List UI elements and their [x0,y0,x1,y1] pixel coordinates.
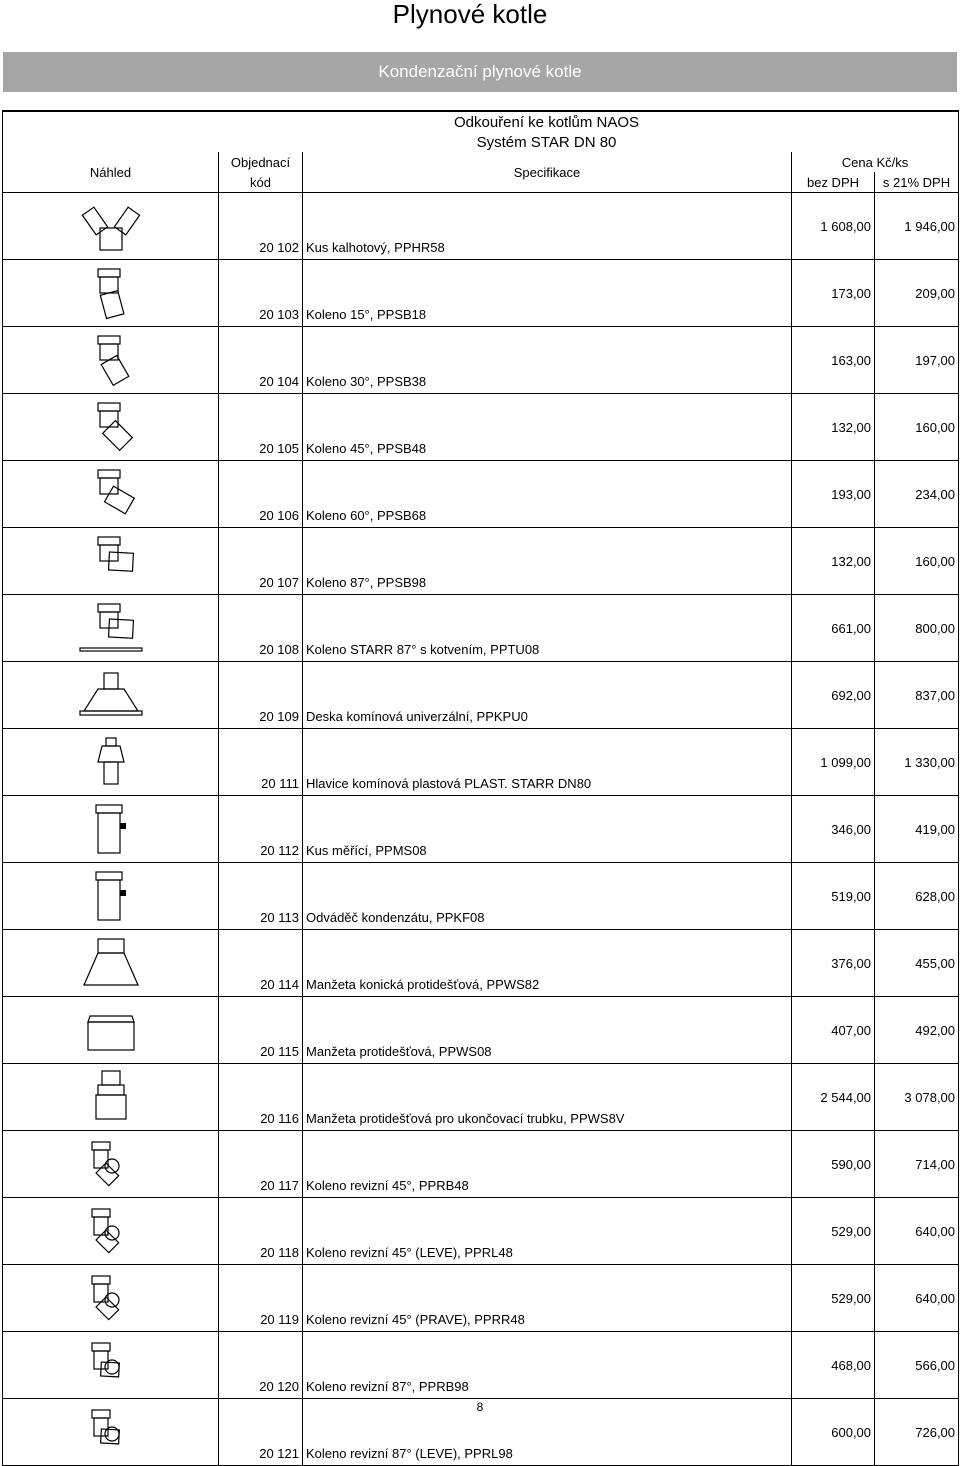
price-excl-vat: 193,00 [792,461,875,528]
preview-cell [3,528,219,595]
price-incl-vat: 419,00 [875,796,959,863]
inspection-elbow-45-right-icon [75,1270,147,1326]
preview-cell [3,595,219,662]
rain-collar-icon [75,1002,147,1058]
header-code-2: kód [219,172,303,193]
elbow-15-icon [75,265,147,321]
specification: Manžeta protidešťová pro ukončovací trubku, PPWS8V [303,1064,792,1131]
price-incl-vat: 1 330,00 [875,729,959,796]
table-row [3,394,959,461]
preview-cell [3,461,219,528]
preview-cell [3,1064,219,1131]
table-row [3,1198,959,1265]
specification: Koleno 30°, PPSB38 [303,327,792,394]
y-branch-icon [75,198,147,254]
elbow-30-icon [75,332,147,388]
price-incl-vat: 640,00 [875,1198,959,1265]
specification: Koleno 45°, PPSB48 [303,394,792,461]
price-excl-vat: 468,00 [792,1332,875,1399]
price-incl-vat: 566,00 [875,1332,959,1399]
table-row [3,729,959,796]
order-code: 20 113 [219,863,303,930]
preview-cell [3,1131,219,1198]
price-excl-vat: 1 099,00 [792,729,875,796]
table-row [3,1265,959,1332]
specification: Odváděč kondenzátu, PPKF08 [303,863,792,930]
price-excl-vat: 2 544,00 [792,1064,875,1131]
price-incl-vat: 1 946,00 [875,193,959,260]
inspection-elbow-87-icon [75,1337,147,1393]
preview-cell [3,327,219,394]
order-code: 20 109 [219,662,303,729]
order-code: 20 118 [219,1198,303,1265]
header-preview: Náhled [3,152,219,193]
price-excl-vat: 376,00 [792,930,875,997]
anchored-elbow-icon [75,600,147,656]
specification: Manžeta konická protidešťová, PPWS82 [303,930,792,997]
table-row [3,327,959,394]
preview-cell [3,394,219,461]
specification: Koleno revizní 87° (LEVE), PPRL98 [303,1399,792,1466]
elbow-87-icon [75,533,147,589]
price-excl-vat: 1 608,00 [792,193,875,260]
preview-cell [3,193,219,260]
preview-cell [3,863,219,930]
table-row [3,461,959,528]
specification: Koleno revizní 45° (LEVE), PPRL48 [303,1198,792,1265]
order-code: 20 111 [219,729,303,796]
specification: Koleno 15°, PPSB18 [303,260,792,327]
price-incl-vat: 628,00 [875,863,959,930]
order-code: 20 120 [219,1332,303,1399]
header-spec: Specifikace [303,152,792,193]
price-incl-vat: 197,00 [875,327,959,394]
price-incl-vat: 640,00 [875,1265,959,1332]
specification: Koleno 60°, PPSB68 [303,461,792,528]
price-excl-vat: 600,00 [792,1399,875,1466]
order-code: 20 103 [219,260,303,327]
specification: Koleno STARR 87° s kotvením, PPTU08 [303,595,792,662]
price-excl-vat: 163,00 [792,327,875,394]
table-row [3,796,959,863]
price-excl-vat: 590,00 [792,1131,875,1198]
order-code: 20 114 [219,930,303,997]
table-row [3,662,959,729]
price-excl-vat: 346,00 [792,796,875,863]
preview-cell [3,796,219,863]
order-code: 20 116 [219,1064,303,1131]
order-code: 20 112 [219,796,303,863]
header-code-1: Objednací [219,152,303,172]
inspection-elbow-45-left-icon [75,1203,147,1259]
price-incl-vat: 160,00 [875,394,959,461]
price-incl-vat: 455,00 [875,930,959,997]
price-excl-vat: 132,00 [792,528,875,595]
price-incl-vat: 160,00 [875,528,959,595]
order-code: 20 121 [219,1399,303,1466]
order-code: 20 105 [219,394,303,461]
header-price: Cena Kč/ks [792,152,959,172]
price-excl-vat: 529,00 [792,1265,875,1332]
table-row [3,930,959,997]
chimney-cap-icon [75,734,147,790]
price-incl-vat: 800,00 [875,595,959,662]
specification: Hlavice komínová plastová PLAST. STARR DN80 [303,729,792,796]
table-title-1: Odkouření ke kotlům NAOS [219,111,875,132]
order-code: 20 106 [219,461,303,528]
price-incl-vat: 209,00 [875,260,959,327]
table-row [3,997,959,1064]
price-excl-vat: 173,00 [792,260,875,327]
price-incl-vat: 3 078,00 [875,1064,959,1131]
preview-cell [3,662,219,729]
price-incl-vat: 234,00 [875,461,959,528]
preview-cell [3,1332,219,1399]
order-code: 20 108 [219,595,303,662]
conical-collar-icon [75,935,147,991]
preview-cell [3,997,219,1064]
order-code: 20 104 [219,327,303,394]
table-row [3,863,959,930]
preview-cell [3,930,219,997]
page-title: Plynové kotle [392,0,548,29]
order-code: 20 117 [219,1131,303,1198]
specification: Deska komínová univerzální, PPKPU0 [303,662,792,729]
specification: Kus měřící, PPMS08 [303,796,792,863]
order-code: 20 115 [219,997,303,1064]
section-title: Kondenzační plynové kotle [3,52,957,92]
page-number: 8 [476,1400,484,1414]
specification: Manžeta protidešťová, PPWS08 [303,997,792,1064]
table-row [3,193,959,260]
table-row [3,1131,959,1198]
table-row [3,1332,959,1399]
price-excl-vat: 519,00 [792,863,875,930]
table-row [3,1064,959,1131]
preview-cell [3,1265,219,1332]
price-incl-vat: 714,00 [875,1131,959,1198]
order-code: 20 119 [219,1265,303,1332]
preview-cell [3,260,219,327]
order-code: 20 102 [219,193,303,260]
order-code: 20 107 [219,528,303,595]
price-excl-vat: 692,00 [792,662,875,729]
specification: Koleno 87°, PPSB98 [303,528,792,595]
inspection-elbow-45-icon [75,1136,147,1192]
table-row [3,528,959,595]
terminal-collar-icon [75,1069,147,1125]
preview-cell [3,1198,219,1265]
price-excl-vat: 407,00 [792,997,875,1064]
specification: Koleno revizní 45°, PPRB48 [303,1131,792,1198]
price-excl-vat: 529,00 [792,1198,875,1265]
price-incl-vat: 837,00 [875,662,959,729]
price-table [2,110,959,1466]
price-excl-vat: 132,00 [792,394,875,461]
condensate-drain-icon [75,868,147,924]
elbow-45-icon [75,399,147,455]
specification: Koleno revizní 45° (PRAVE), PPRR48 [303,1265,792,1332]
table-row [3,595,959,662]
chimney-plate-icon [75,667,147,723]
specification: Kus kalhotový, PPHR58 [303,193,792,260]
table-row [3,260,959,327]
specification: Koleno revizní 87°, PPRB98 [303,1332,792,1399]
price-excl-vat: 661,00 [792,595,875,662]
measuring-pipe-icon [75,801,147,857]
price-incl-vat: 726,00 [875,1399,959,1466]
table-title-2: Systém STAR DN 80 [476,133,617,151]
preview-cell [3,729,219,796]
price-incl-vat: 492,00 [875,997,959,1064]
header-price-excl: bez DPH [792,172,875,193]
elbow-60-icon [75,466,147,522]
header-price-incl: s 21% DPH [875,172,959,193]
